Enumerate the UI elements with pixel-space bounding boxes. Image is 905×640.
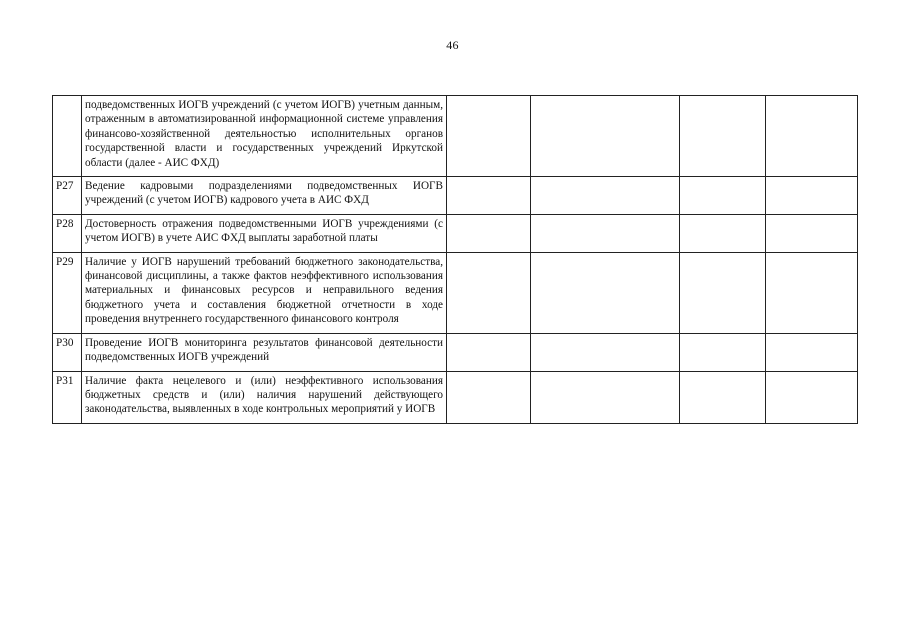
empty-cell	[766, 96, 858, 177]
empty-cell	[531, 96, 680, 177]
row-description: Достоверность отражения подведомственными ИОГВ учреждениями (с учетом ИОГВ) в учете АИС ФХД выплаты заработной платы	[82, 214, 447, 252]
row-description: Проведение ИОГВ мониторинга результатов финансовой деятельности подведомственных ИОГВ учреждений	[82, 333, 447, 371]
empty-cell	[531, 177, 680, 215]
table-row	[53, 214, 858, 252]
row-code: Р29	[53, 252, 82, 333]
empty-cell	[766, 214, 858, 252]
empty-cell	[766, 371, 858, 423]
table-row	[53, 96, 858, 177]
empty-cell	[680, 96, 766, 177]
row-code	[53, 96, 82, 177]
row-code: Р31	[53, 371, 82, 423]
empty-cell	[447, 333, 531, 371]
table-row	[53, 252, 858, 333]
empty-cell	[680, 371, 766, 423]
table-row	[53, 371, 858, 423]
empty-cell	[531, 333, 680, 371]
empty-cell	[447, 214, 531, 252]
empty-cell	[447, 252, 531, 333]
row-code: Р27	[53, 177, 82, 215]
empty-cell	[447, 96, 531, 177]
empty-cell	[531, 252, 680, 333]
row-description: Ведение кадровыми подразделениями подведомственных ИОГВ учреждений (с учетом ИОГВ) кадрового учета в АИС ФХД	[82, 177, 447, 215]
empty-cell	[531, 214, 680, 252]
row-code: Р28	[53, 214, 82, 252]
empty-cell	[447, 177, 531, 215]
row-description: подведомственных ИОГВ учреждений (с учетом ИОГВ) учетным данным, отраженным в автоматизированной информационной системе управления финансово-хозяйственной деятельностью исполнительных органов государственной власти и государственных учреждений Иркутской области (далее - АИС ФХД)	[82, 96, 447, 177]
empty-cell	[766, 252, 858, 333]
empty-cell	[680, 252, 766, 333]
row-description: Наличие факта нецелевого и (или) неэффективного использования бюджетных средств и (или) наличия нарушений действующего законодательства, выявленных в ходе контрольных мероприятий у ИОГВ	[82, 371, 447, 423]
page-number: 46	[446, 38, 459, 52]
empty-cell	[766, 177, 858, 215]
empty-cell	[680, 177, 766, 215]
empty-cell	[766, 333, 858, 371]
row-code: Р30	[53, 333, 82, 371]
empty-cell	[680, 214, 766, 252]
table-row	[53, 333, 858, 371]
empty-cell	[680, 333, 766, 371]
row-description: Наличие у ИОГВ нарушений требований бюджетного законодательства, финансовой дисциплины, а также фактов неэффективного использования материальных и финансовых ресурсов и неправильного ведения бюджетного учета и составления бюджетной отчетности в ходе проведения внутреннего государственного финансового контроля	[82, 252, 447, 333]
empty-cell	[531, 371, 680, 423]
empty-cell	[447, 371, 531, 423]
table-row	[53, 177, 858, 215]
indicator-table	[52, 95, 858, 424]
